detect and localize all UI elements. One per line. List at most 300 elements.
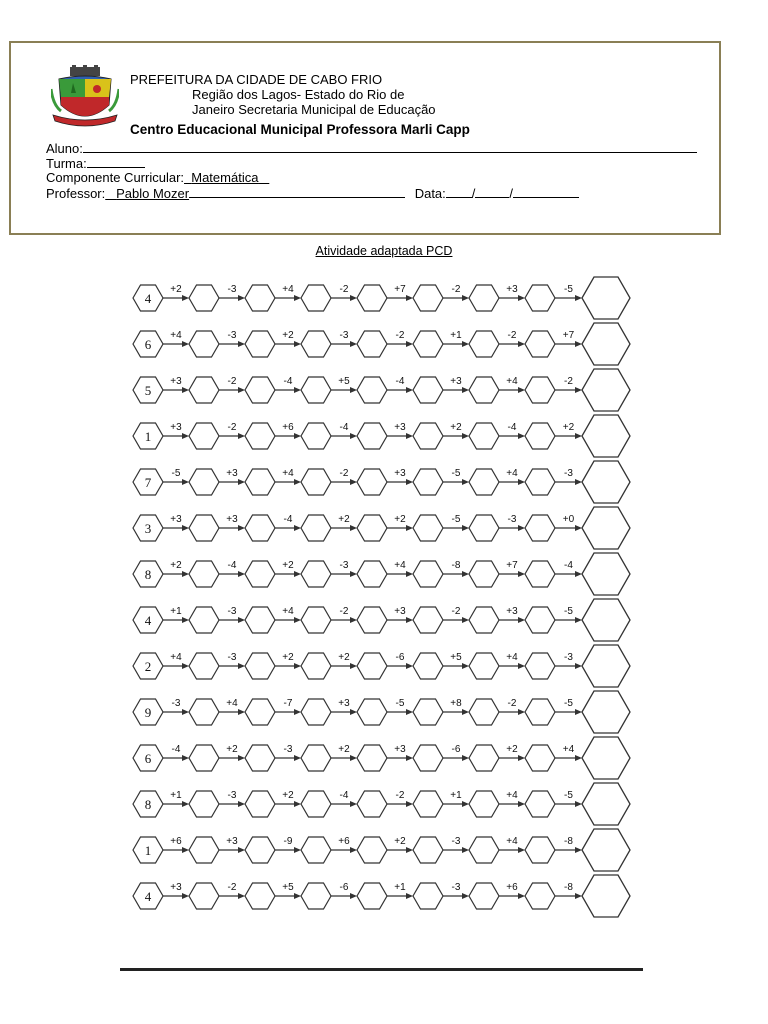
answer-hexagon[interactable] <box>525 561 555 587</box>
answer-hexagon[interactable] <box>189 515 219 541</box>
answer-hexagon[interactable] <box>245 699 275 725</box>
answer-hexagon[interactable] <box>413 653 443 679</box>
arrow-head <box>238 571 245 577</box>
operation-label: +3 <box>170 422 182 433</box>
arrow-head <box>294 617 301 623</box>
operation-label: -4 <box>339 422 349 433</box>
operation-label: -4 <box>283 514 293 525</box>
operation-label: +2 <box>338 652 350 663</box>
answer-hexagon[interactable] <box>469 883 499 909</box>
answer-hexagon[interactable] <box>245 469 275 495</box>
arrow-head <box>462 433 469 439</box>
operation-label: +4 <box>394 560 406 571</box>
answer-hexagon[interactable] <box>469 285 499 311</box>
answer-hexagon[interactable] <box>189 791 219 817</box>
activity-subtitle: Atividade adaptada PCD <box>315 244 453 258</box>
arrow-head <box>575 801 582 807</box>
answer-hexagon[interactable] <box>357 791 387 817</box>
answer-hexagon[interactable] <box>525 377 555 403</box>
arrow-head <box>182 433 189 439</box>
arrow-head <box>406 847 413 853</box>
answer-hexagon[interactable] <box>301 837 331 863</box>
operation-label: -3 <box>564 652 573 663</box>
arrow-head <box>350 571 357 577</box>
answer-hexagon[interactable] <box>469 837 499 863</box>
componente-value: Matemática <box>191 170 259 185</box>
arrow-head <box>238 709 245 715</box>
turma-label: Turma: <box>46 156 87 171</box>
answer-hexagon[interactable] <box>469 699 499 725</box>
chain-row <box>133 599 630 641</box>
operation-label: -3 <box>227 606 237 617</box>
answer-hexagon[interactable] <box>301 515 331 541</box>
operation-label: -4 <box>395 376 405 387</box>
start-number: 1 <box>144 429 152 444</box>
answer-hexagon[interactable] <box>469 791 499 817</box>
start-number: 8 <box>144 567 152 582</box>
arrow-head <box>406 295 413 301</box>
answer-hexagon[interactable] <box>245 837 275 863</box>
arrow-head <box>462 709 469 715</box>
arrow-head <box>406 479 413 485</box>
answer-hexagon[interactable] <box>189 377 219 403</box>
operation-label: -2 <box>227 376 237 387</box>
operation-label: -8 <box>451 560 461 571</box>
operation-label: -2 <box>507 698 517 709</box>
answer-hexagon[interactable] <box>525 423 555 449</box>
arrow-head <box>462 893 469 899</box>
operation-label: -2 <box>451 606 461 617</box>
arrow-head <box>518 387 525 393</box>
answer-hexagon[interactable] <box>525 837 555 863</box>
header-line-3: Janeiro Secretaria Municipal de Educação <box>192 102 436 117</box>
arrow-head <box>294 709 301 715</box>
professor-label: Professor: <box>46 186 106 201</box>
operation-label: +4 <box>282 284 294 295</box>
arrow-head <box>518 893 525 899</box>
answer-hexagon[interactable] <box>301 653 331 679</box>
arrow-head <box>406 387 413 393</box>
operation-label: -4 <box>283 376 293 387</box>
arrow-head <box>294 893 301 899</box>
answer-hexagon[interactable] <box>301 745 331 771</box>
answer-hexagon[interactable] <box>357 469 387 495</box>
operation-label: -4 <box>564 560 573 571</box>
operation-label: +2 <box>282 330 294 341</box>
answer-hexagon[interactable] <box>189 561 219 587</box>
operation-label: -2 <box>451 284 461 295</box>
operation-label: -4 <box>171 744 181 755</box>
answer-hexagon[interactable] <box>357 607 387 633</box>
operation-label: +7 <box>394 284 406 295</box>
arrow-head <box>294 847 301 853</box>
operation-label: +3 <box>450 376 462 387</box>
answer-hexagon[interactable] <box>525 607 555 633</box>
answer-hexagon[interactable] <box>469 515 499 541</box>
arrow-head <box>462 341 469 347</box>
answer-hexagon[interactable] <box>357 699 387 725</box>
answer-hexagon[interactable] <box>189 837 219 863</box>
operation-label: -3 <box>451 836 461 847</box>
operation-label: +4 <box>282 606 294 617</box>
answer-hexagon[interactable] <box>357 285 387 311</box>
answer-hexagon[interactable] <box>245 331 275 357</box>
arrow-head <box>575 571 582 577</box>
start-number: 1 <box>144 843 152 858</box>
arrow-head <box>294 663 301 669</box>
answer-hexagon[interactable] <box>245 285 275 311</box>
final-answer-hexagon[interactable] <box>582 875 630 917</box>
answer-hexagon[interactable] <box>189 285 219 311</box>
final-answer-hexagon[interactable] <box>582 737 630 779</box>
operation-label: +6 <box>506 882 518 893</box>
operation-label: +3 <box>394 422 406 433</box>
answer-hexagon[interactable] <box>413 331 443 357</box>
answer-hexagon[interactable] <box>413 377 443 403</box>
arrow-head <box>406 571 413 577</box>
final-answer-hexagon[interactable] <box>582 783 630 825</box>
aluno-label: Aluno: <box>46 141 83 156</box>
chain-row <box>133 553 630 595</box>
answer-hexagon[interactable] <box>301 377 331 403</box>
final-answer-hexagon[interactable] <box>582 415 630 457</box>
arrow-head <box>294 433 301 439</box>
answer-hexagon[interactable] <box>413 607 443 633</box>
answer-hexagon[interactable] <box>525 883 555 909</box>
operation-label: -2 <box>507 330 517 341</box>
answer-hexagon[interactable] <box>189 607 219 633</box>
operation-label: +3 <box>506 284 518 295</box>
operation-label: -4 <box>227 560 237 571</box>
operation-label: -2 <box>227 422 237 433</box>
operation-label: +3 <box>226 836 238 847</box>
operation-label: +2 <box>394 514 406 525</box>
operation-label: +3 <box>226 468 238 479</box>
operation-label: +3 <box>170 882 182 893</box>
arrow-head <box>182 709 189 715</box>
chain-row <box>133 737 630 779</box>
operation-label: -5 <box>564 284 573 295</box>
arrow-head <box>238 893 245 899</box>
operation-label: +5 <box>338 376 350 387</box>
answer-hexagon[interactable] <box>525 285 555 311</box>
start-number: 4 <box>144 613 152 628</box>
answer-hexagon[interactable] <box>189 699 219 725</box>
chain-row <box>133 461 630 503</box>
arrow-head <box>462 525 469 531</box>
operation-label: -5 <box>451 468 461 479</box>
answer-hexagon[interactable] <box>469 745 499 771</box>
answer-hexagon[interactable] <box>413 699 443 725</box>
answer-hexagon[interactable] <box>301 331 331 357</box>
operation-label: +1 <box>450 790 462 801</box>
operation-label: -9 <box>283 836 293 847</box>
answer-hexagon[interactable] <box>357 515 387 541</box>
answer-hexagon[interactable] <box>469 653 499 679</box>
chain-row <box>133 277 630 319</box>
answer-hexagon[interactable] <box>301 285 331 311</box>
arrow-head <box>350 525 357 531</box>
answer-hexagon[interactable] <box>469 377 499 403</box>
arrow-head <box>575 387 582 393</box>
answer-hexagon[interactable] <box>245 561 275 587</box>
arrow-head <box>462 387 469 393</box>
final-answer-hexagon[interactable] <box>582 691 630 733</box>
chain-row <box>133 829 630 871</box>
operation-label: +3 <box>338 698 350 709</box>
start-number: 6 <box>144 337 152 352</box>
answer-hexagon[interactable] <box>245 607 275 633</box>
arrow-head <box>238 847 245 853</box>
operation-label: +2 <box>282 652 294 663</box>
arrow-head <box>238 433 245 439</box>
arrow-head <box>350 663 357 669</box>
final-answer-hexagon[interactable] <box>582 599 630 641</box>
arrow-head <box>350 893 357 899</box>
arrow-head <box>294 571 301 577</box>
arrow-head <box>238 755 245 761</box>
operation-label: +3 <box>394 606 406 617</box>
arrow-head <box>462 479 469 485</box>
start-number: 4 <box>144 889 152 904</box>
answer-hexagon[interactable] <box>413 515 443 541</box>
operation-label: -4 <box>339 790 349 801</box>
operation-label: +2 <box>338 744 350 755</box>
arrow-head <box>294 295 301 301</box>
start-number: 8 <box>144 797 152 812</box>
arrow-head <box>575 755 582 761</box>
answer-hexagon[interactable] <box>189 653 219 679</box>
operation-label: +4 <box>506 652 518 663</box>
operation-label: +2 <box>282 790 294 801</box>
arrow-head <box>350 801 357 807</box>
operation-label: -2 <box>227 882 237 893</box>
arrow-head <box>294 387 301 393</box>
answer-hexagon[interactable] <box>413 883 443 909</box>
arrow-head <box>350 433 357 439</box>
arrow-head <box>182 295 189 301</box>
arrow-head <box>350 295 357 301</box>
arrow-head <box>462 847 469 853</box>
operation-label: -3 <box>227 652 237 663</box>
answer-hexagon[interactable] <box>357 377 387 403</box>
operation-label: -5 <box>564 606 573 617</box>
operation-label: +3 <box>170 376 182 387</box>
final-answer-hexagon[interactable] <box>582 829 630 871</box>
operation-label: -5 <box>451 514 461 525</box>
answer-hexagon[interactable] <box>245 791 275 817</box>
professor-value: Pablo Mozer <box>116 186 190 201</box>
answer-hexagon[interactable] <box>301 561 331 587</box>
answer-hexagon[interactable] <box>413 469 443 495</box>
answer-hexagon[interactable] <box>525 469 555 495</box>
operation-label: +2 <box>450 422 462 433</box>
bottom-divider <box>120 968 643 971</box>
operation-label: +5 <box>450 652 462 663</box>
arrow-head <box>518 801 525 807</box>
arrow-head <box>238 617 245 623</box>
final-answer-hexagon[interactable] <box>582 277 630 319</box>
operation-label: +2 <box>394 836 406 847</box>
arrow-head <box>182 479 189 485</box>
operation-label: +1 <box>170 606 182 617</box>
arrow-head <box>182 617 189 623</box>
arrow-head <box>294 755 301 761</box>
operation-label: +6 <box>338 836 350 847</box>
answer-hexagon[interactable] <box>413 561 443 587</box>
operation-label: +4 <box>226 698 238 709</box>
arrow-head <box>575 433 582 439</box>
final-answer-hexagon[interactable] <box>582 369 630 411</box>
answer-hexagon[interactable] <box>189 469 219 495</box>
operation-label: -3 <box>451 882 461 893</box>
operation-label: -3 <box>339 560 349 571</box>
answer-hexagon[interactable] <box>469 331 499 357</box>
answer-hexagon[interactable] <box>357 745 387 771</box>
operation-label: -5 <box>564 698 573 709</box>
header-line-2: Região dos Lagos- Estado do Rio de <box>192 87 405 102</box>
final-answer-hexagon[interactable] <box>582 553 630 595</box>
answer-hexagon[interactable] <box>357 883 387 909</box>
chain-row <box>133 783 630 825</box>
arrow-head <box>182 525 189 531</box>
answer-hexagon[interactable] <box>301 469 331 495</box>
operation-label: -3 <box>227 284 237 295</box>
operation-label: -2 <box>395 330 405 341</box>
arrow-head <box>518 617 525 623</box>
answer-hexagon[interactable] <box>413 837 443 863</box>
arrow-head <box>182 893 189 899</box>
arrow-head <box>238 663 245 669</box>
arrow-head <box>350 387 357 393</box>
answer-hexagon[interactable] <box>357 837 387 863</box>
componente-label: Componente Curricular: <box>46 170 185 185</box>
date-sep-1: / <box>471 186 476 201</box>
operation-label: -2 <box>339 468 349 479</box>
operation-label: +1 <box>394 882 406 893</box>
answer-hexagon[interactable] <box>245 515 275 541</box>
answer-hexagon[interactable] <box>413 423 443 449</box>
answer-hexagon[interactable] <box>413 745 443 771</box>
arrow-head <box>518 755 525 761</box>
answer-hexagon[interactable] <box>301 423 331 449</box>
date-sep-2: / <box>509 186 514 201</box>
answer-hexagon[interactable] <box>525 791 555 817</box>
arrow-head <box>518 341 525 347</box>
operation-label: +7 <box>562 330 575 341</box>
arrow-head <box>350 617 357 623</box>
answer-hexagon[interactable] <box>469 423 499 449</box>
answer-hexagon[interactable] <box>525 699 555 725</box>
answer-hexagon[interactable] <box>469 561 499 587</box>
arrow-head <box>406 801 413 807</box>
arrow-head <box>238 295 245 301</box>
final-answer-hexagon[interactable] <box>582 323 630 365</box>
answer-hexagon[interactable] <box>357 561 387 587</box>
answer-hexagon[interactable] <box>189 883 219 909</box>
answer-hexagon[interactable] <box>357 423 387 449</box>
arrow-head <box>182 341 189 347</box>
answer-hexagon[interactable] <box>189 331 219 357</box>
operation-label: +6 <box>282 422 294 433</box>
chain-row <box>133 645 630 687</box>
final-answer-hexagon[interactable] <box>582 461 630 503</box>
answer-hexagon[interactable] <box>469 469 499 495</box>
arrow-head <box>518 663 525 669</box>
operation-label: +2 <box>170 284 182 295</box>
answer-hexagon[interactable] <box>301 699 331 725</box>
answer-hexagon[interactable] <box>413 285 443 311</box>
answer-hexagon[interactable] <box>525 653 555 679</box>
answer-hexagon[interactable] <box>357 653 387 679</box>
operation-label: -2 <box>339 606 349 617</box>
operation-label: -6 <box>451 744 461 755</box>
answer-hexagon[interactable] <box>525 515 555 541</box>
arrow-head <box>462 755 469 761</box>
answer-hexagon[interactable] <box>357 331 387 357</box>
start-number: 7 <box>144 475 152 490</box>
arrow-head <box>406 433 413 439</box>
answer-hexagon[interactable] <box>245 883 275 909</box>
answer-hexagon[interactable] <box>413 791 443 817</box>
operation-label: +2 <box>226 744 238 755</box>
arrow-head <box>518 525 525 531</box>
operation-label: -3 <box>171 698 181 709</box>
answer-hexagon[interactable] <box>301 607 331 633</box>
operation-label: -2 <box>395 790 405 801</box>
answer-hexagon[interactable] <box>525 745 555 771</box>
answer-hexagon[interactable] <box>189 423 219 449</box>
operation-label: -5 <box>395 698 405 709</box>
arrow-head <box>238 479 245 485</box>
operation-label: +5 <box>282 882 294 893</box>
arrow-head <box>518 709 525 715</box>
arrow-head <box>575 479 582 485</box>
answer-hexagon[interactable] <box>245 423 275 449</box>
answer-hexagon[interactable] <box>245 745 275 771</box>
start-number: 6 <box>144 751 152 766</box>
arrow-head <box>350 847 357 853</box>
answer-hexagon[interactable] <box>245 653 275 679</box>
arrow-head <box>575 893 582 899</box>
answer-hexagon[interactable] <box>525 331 555 357</box>
operation-label: +4 <box>170 652 182 663</box>
answer-hexagon[interactable] <box>469 607 499 633</box>
arrow-head <box>406 617 413 623</box>
operation-label: +4 <box>506 376 518 387</box>
header-line-1: PREFEITURA DA CIDADE DE CABO FRIO <box>130 72 383 87</box>
final-answer-hexagon[interactable] <box>582 507 630 549</box>
operation-label: +2 <box>562 422 575 433</box>
arrow-head <box>575 847 582 853</box>
arrow-head <box>294 479 301 485</box>
operation-label: -5 <box>564 790 573 801</box>
arrow-head <box>238 341 245 347</box>
answer-hexagon[interactable] <box>301 791 331 817</box>
operation-label: -8 <box>564 882 573 893</box>
arrow-head <box>294 525 301 531</box>
operation-label: -3 <box>564 468 573 479</box>
answer-hexagon[interactable] <box>189 745 219 771</box>
final-answer-hexagon[interactable] <box>582 645 630 687</box>
operation-label: +7 <box>506 560 518 571</box>
operation-label: +4 <box>562 744 575 755</box>
answer-hexagon[interactable] <box>245 377 275 403</box>
arrow-head <box>575 525 582 531</box>
answer-hexagon[interactable] <box>301 883 331 909</box>
operation-label: +0 <box>562 514 575 525</box>
arrow-head <box>406 663 413 669</box>
